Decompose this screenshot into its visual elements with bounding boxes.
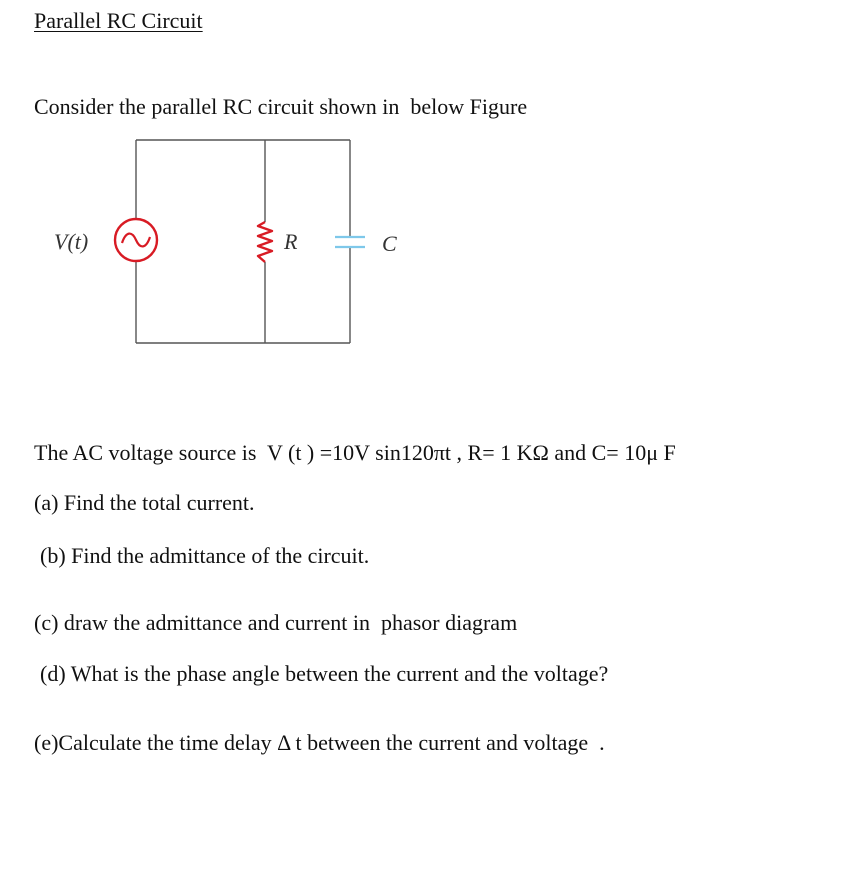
question-c: (c) draw the admittance and current in phasor diagram [34, 610, 518, 635]
question-d: (d) What is the phase angle between the current and the voltage? [40, 661, 609, 686]
capacitor-icon [335, 237, 365, 247]
resistor-icon [258, 222, 272, 262]
question-e: (e)Calculate the time delay Δ t between the current and voltage . [34, 730, 605, 755]
ac-source-icon [115, 219, 157, 261]
question-b: (b) Find the admittance of the circuit. [40, 543, 370, 568]
question-a: (a) Find the total current. [34, 490, 255, 515]
given-values: The AC voltage source is V (t ) =10V sin120πt , R= 1 KΩ and C= 10μ F [34, 440, 676, 465]
resistor-label: R [284, 229, 298, 254]
intro-text: Consider the parallel RC circuit shown in below Figure [34, 94, 528, 119]
source-label: V(t) [54, 229, 89, 254]
page-title: Parallel RC Circuit [34, 8, 203, 33]
capacitor-label: C [382, 231, 397, 256]
circuit-wires [136, 140, 350, 343]
